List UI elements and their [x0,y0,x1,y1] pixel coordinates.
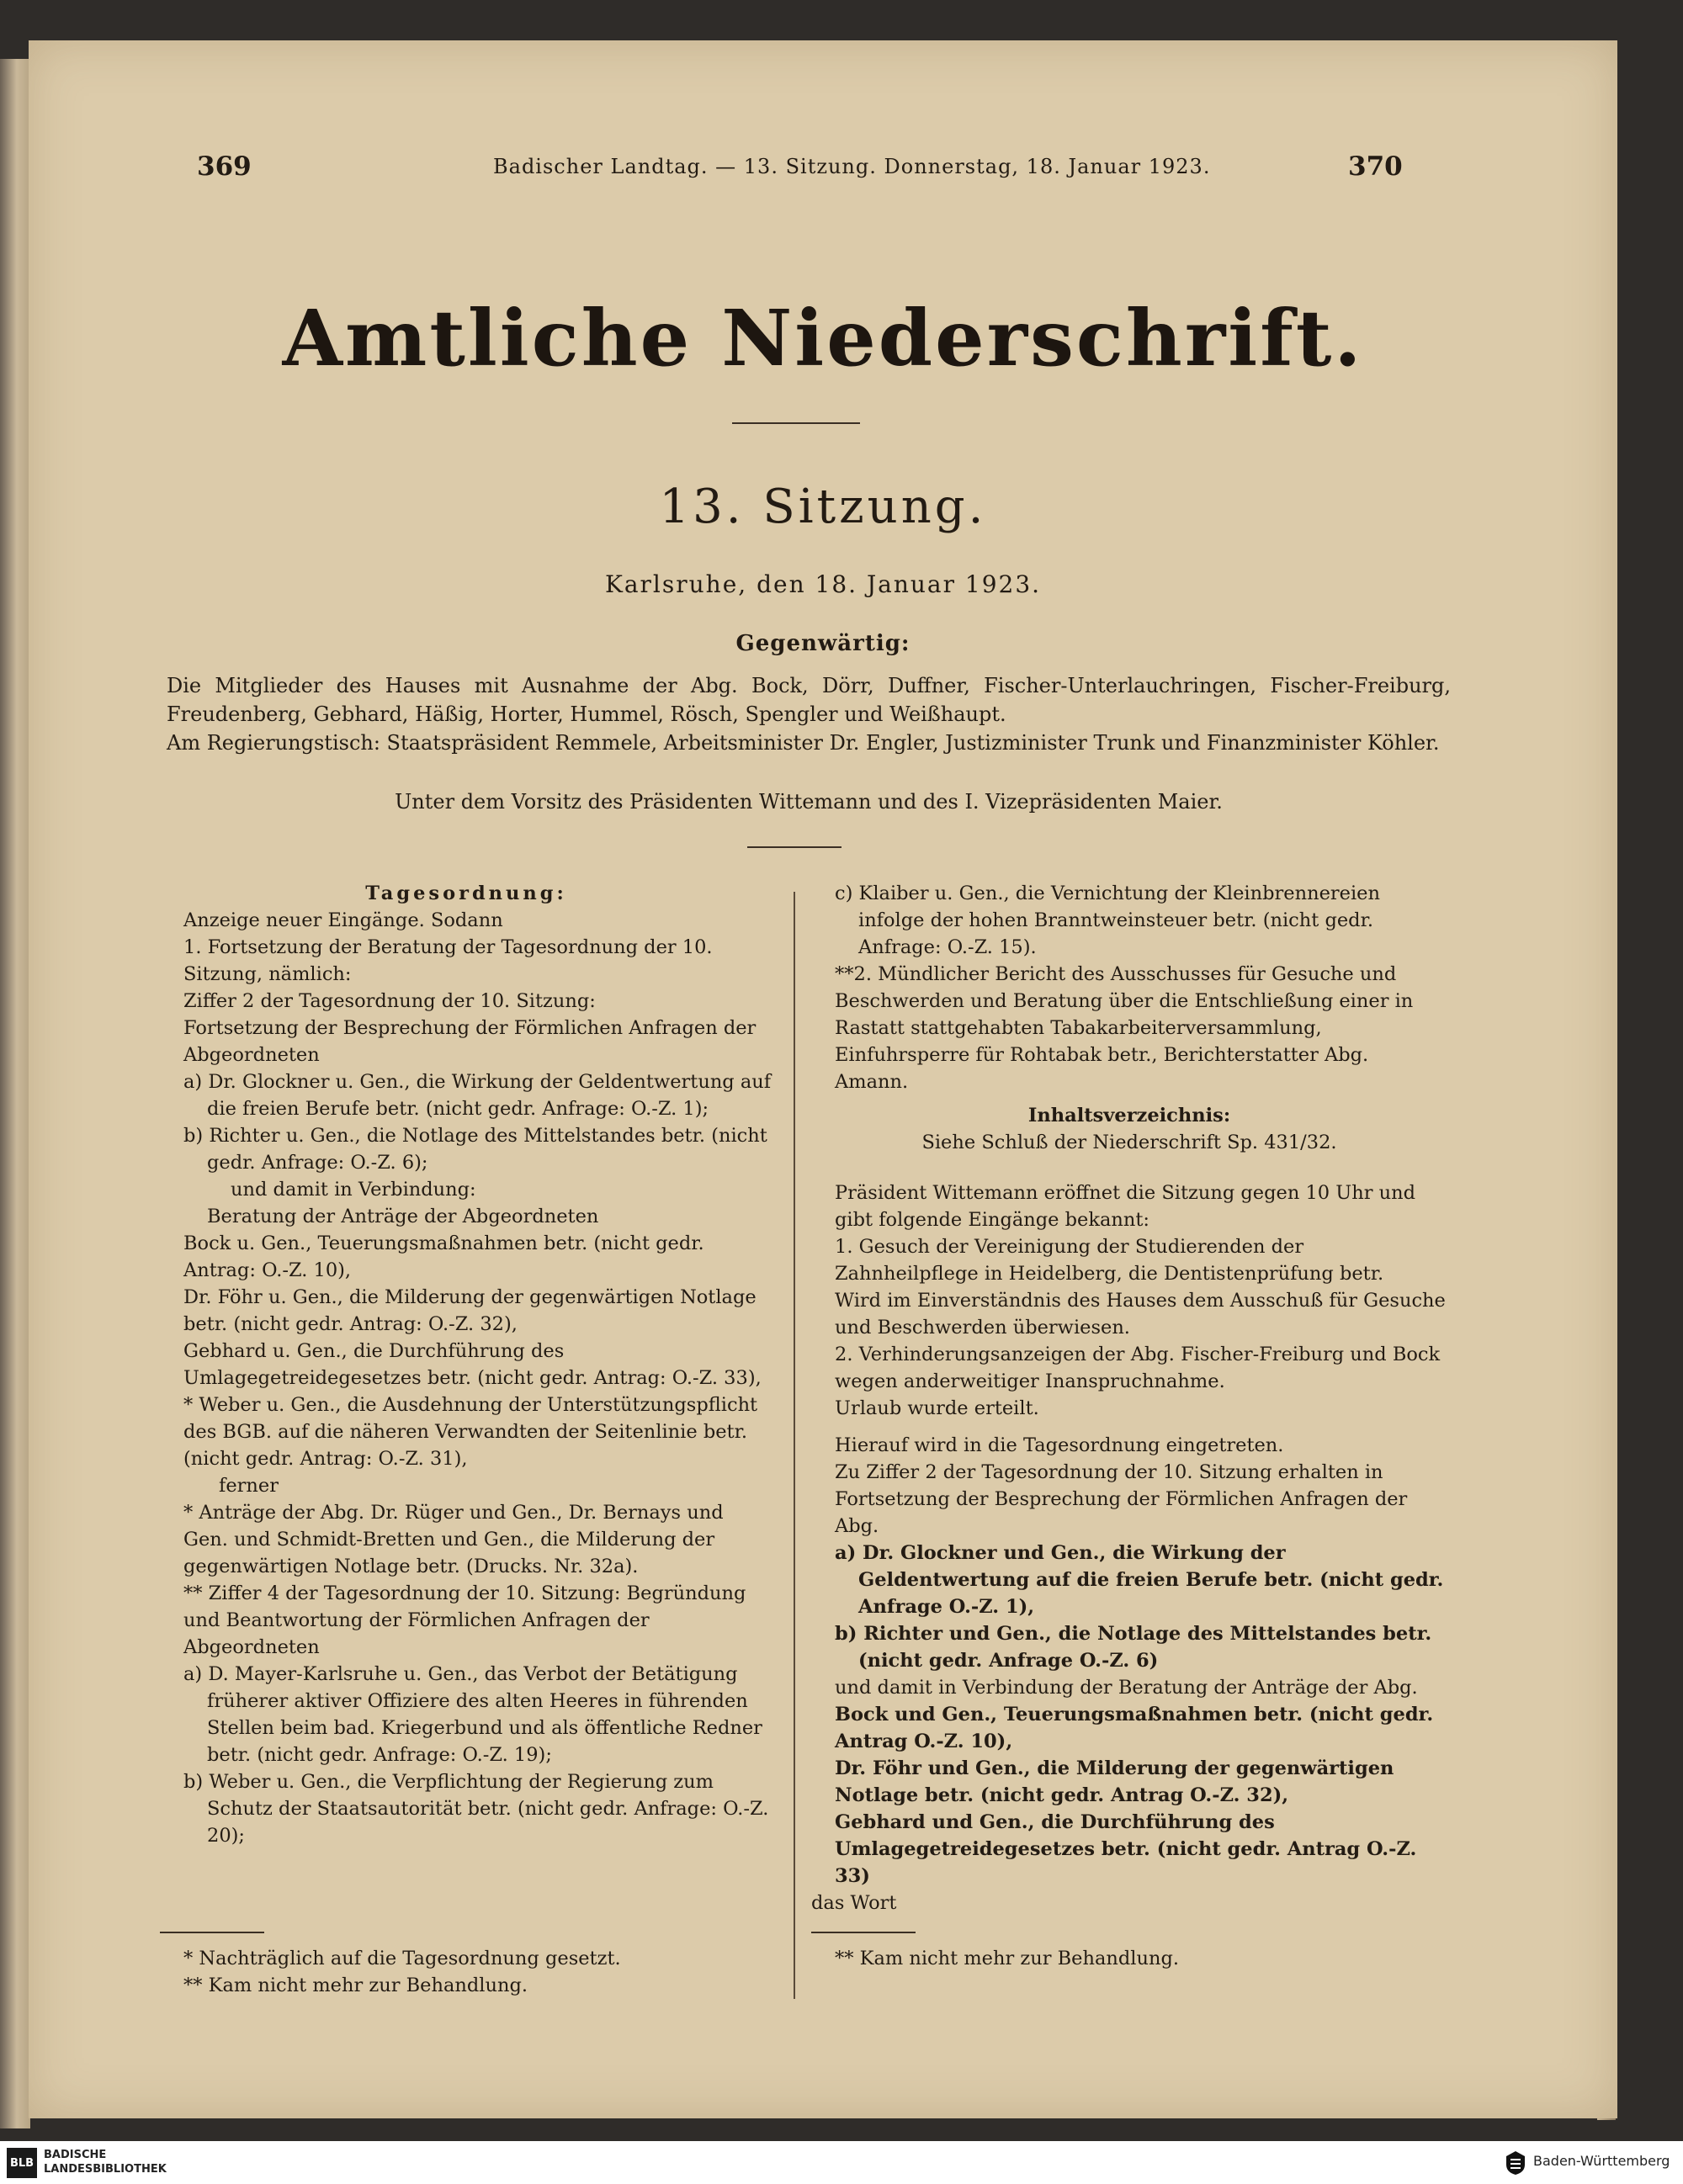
minutes-subitem: a) Dr. Glockner und Gen., die Wirkung der Geldentwertung auf die freien Berufe betr. (nicht gedr. Anfrage O.-Z. 1), [835,1542,1444,1618]
previous-page-edge [0,59,30,2128]
present-members: Die Mitglieder des Hauses mit Ausnahme der Abg. Bock, Dörr, Duffner, Fischer-Unterlauchringen, Fischer-Freiburg, Freudenberg, Gebhard, Häßig, Horter, Hummel, Rösch, Spengler und Weißhaupt. [167,674,1451,726]
minutes-paragraph: 2. Verhinderungsanzeigen der Abg. Fischer-Freiburg und Bock wegen anderweitiger Inanspruchnahme. [835,1344,1441,1392]
agenda-subitem: a) Dr. Glockner u. Gen., die Wirkung der Geldentwertung auf die freien Berufe betr. (nicht gedr. Anfrage: O.-Z. 1); [183,1071,772,1120]
agenda-item: * Anträge der Abg. Dr. Rüger und Gen., Dr. Bernays und Gen. und Schmidt-Bretten und Gen., die Milderung der gegenwärtigen Notlage betr. (Drucks. Nr. 32a). [183,1502,724,1577]
minutes-paragraph: und damit in Verbindung der Beratung der Anträge der Abg. [835,1677,1418,1699]
minutes-paragraph: Dr. Föhr und Gen., die Milderung der gegenwärtigen Notlage betr. (nicht gedr. Antrag O.-Z. 32), [835,1757,1394,1806]
footnote: ** Kam nicht mehr zur Behandlung. [183,1975,528,1996]
agenda-subitem: c) Klaiber u. Gen., die Vernichtung der Kleinbrennereien infolge der hohen Branntweinsteuer betr. (nicht gedr. Anfrage: O.-Z. 15). [835,883,1380,958]
agenda-item: ** Ziffer 4 der Tagesordnung der 10. Sitzung: Begründung und Beantwortung der Förmlichen Anfragen der Abgeordneten [183,1582,746,1658]
footer-bar [0,2141,1683,2184]
agenda-item: Fortsetzung der Besprechung der Förmlichen Anfragen der Abgeordneten [183,1017,757,1066]
agenda-item: 1. Fortsetzung der Beratung der Tagesordnung der 10. Sitzung, nämlich: [183,936,713,985]
agenda-subitem: a) D. Mayer-Karlsruhe u. Gen., das Verbot der Betätigung früherer aktiver Offiziere des alten Heeres in führenden Stellen beim bad. Kriegerbund und als öffentliche Redner betr. (nicht gedr. Anfrage: O.-Z. 19); [183,1663,762,1766]
minutes-subitem: b) Richter und Gen., die Notlage des Mittelstandes betr. (nicht gedr. Anfrage O.-Z. 6) [835,1623,1432,1672]
agenda-item: ferner [219,1475,279,1497]
bw-name[interactable]: Baden-Württemberg [1533,2153,1670,2169]
right-column [811,880,1447,1916]
present-heading: Gegenwärtig: [735,631,911,656]
footnote: * Nachträglich auf die Tagesordnung gesetzt. [183,1948,621,1969]
minutes-paragraph: Präsident Wittemann eröffnet die Sitzung gegen 10 Uhr und gibt folgende Eingänge bekannt: [835,1182,1415,1231]
contents-line: Siehe Schluß der Niederschrift Sp. 431/32. [921,1132,1337,1153]
agenda-subitem: b) Weber u. Gen., die Verpflichtung der Regierung zum Schutz der Staatsautorität betr. (nicht gedr. Anfrage: O.-Z. 20); [183,1771,769,1847]
agenda-item: Anzeige neuer Eingänge. Sodann [183,909,503,931]
document-page [29,40,1617,2118]
blb-name [44,2148,167,2176]
main-title: Amtliche Niederschrift. [282,293,1364,384]
minutes-paragraph: das Wort [811,1892,897,1914]
minutes-paragraph: 1. Gesuch der Vereinigung der Studierenden der Zahnheilpflege in Heidelberg, die Dentistenprüfung betr. [835,1236,1384,1285]
bw-lions-icon [1503,2150,1528,2176]
agenda-item: Dr. Föhr u. Gen., die Milderung der gegenwärtigen Notlage betr. (nicht gedr. Antrag: O.-Z. 32), [183,1286,757,1335]
session-title: 13. Sitzung. [659,480,987,534]
agenda-item: **2. Mündlicher Bericht des Ausschusses für Gesuche und Beschwerden und Beratung über die Entschließung einer in Rastatt stattgehabten Tabakarbeiterversammlung, Einfuhrsperre für Rohtabak betr., Berichterstatter Abg. Amann. [835,963,1414,1093]
page-number-left: 369 [197,151,252,182]
minutes-paragraph: Zu Ziffer 2 der Tagesordnung der 10. Sitzung erhalten in Fortsetzung der Besprechung der Förmlichen Anfragen der Abg. [835,1461,1408,1537]
running-head: Badischer Landtag. — 13. Sitzung. Donnerstag, 18. Januar 1923. [493,155,1211,178]
column-divider [794,892,795,1999]
blb-name-line: LANDESBIBLIOTHEK [44,2163,167,2176]
agenda-heading: Tagesordnung: [365,883,567,904]
minutes-paragraph: Bock und Gen., Teuerungsmaßnahmen betr. (nicht gedr. Antrag O.-Z. 10), [835,1704,1434,1752]
minutes-paragraph: Urlaub wurde erteilt. [835,1397,1039,1419]
left-footnotes [183,1945,772,1999]
chair-line: Unter dem Vorsitz des Präsidenten Wittemann und des I. Vizepräsidenten Maier. [395,790,1223,814]
minutes-paragraph: Hierauf wird in die Tagesordnung eingetreten. [835,1434,1284,1456]
place-date: Karlsruhe, den 18. Januar 1923. [604,570,1042,598]
agenda-item: Bock u. Gen., Teuerungsmaßnahmen betr. (nicht gedr. Antrag: O.-Z. 10), [183,1232,704,1281]
agenda-subitem: b) Richter u. Gen., die Notlage des Mittelstandes betr. (nicht gedr. Anfrage: O.-Z. 6); [183,1125,767,1174]
section-rule [747,846,842,848]
right-footnotes [835,1945,1424,1972]
title-rule [732,422,860,424]
minutes-paragraph: Wird im Einverständnis des Hauses dem Ausschuß für Gesuche und Beschwerden überwiesen. [835,1290,1446,1338]
footnote-rule [160,1932,264,1933]
footnote: ** Kam nicht mehr zur Behandlung. [835,1948,1180,1969]
government-bench: Am Regierungstisch: Staatspräsident Remmele, Arbeitsminister Dr. Engler, Justizminister Trunk und Finanzminister Köhler. [167,731,1440,755]
agenda-item: Gebhard u. Gen., die Durchführung des Umlagegetreidegesetzes betr. (nicht gedr. Antrag: O.-Z. 33), [183,1340,762,1389]
left-column [160,880,772,1849]
blb-name-line: BADISCHE [44,2149,107,2161]
agenda-item: * Weber u. Gen., die Ausdehnung der Unterstützungspflicht des BGB. auf die näheren Verwandten der Seitenlinie betr. (nicht gedr. Antrag: O.-Z. 31), [183,1394,758,1470]
contents-heading: Inhaltsverzeichnis: [1027,1105,1231,1126]
agenda-item: Beratung der Anträge der Abgeordneten [207,1206,599,1227]
agenda-item: Ziffer 2 der Tagesordnung der 10. Sitzung: [183,990,596,1012]
minutes-paragraph: Gebhard und Gen., die Durchführung des Umlagegetreidegesetzes betr. (nicht gedr. Antrag O.-Z. 33) [835,1811,1417,1887]
agenda-item: und damit in Verbindung: [231,1179,476,1201]
page-number-right: 370 [1348,151,1403,182]
blb-logo[interactable]: BLB [7,2148,37,2178]
footnote-rule [811,1932,916,1933]
